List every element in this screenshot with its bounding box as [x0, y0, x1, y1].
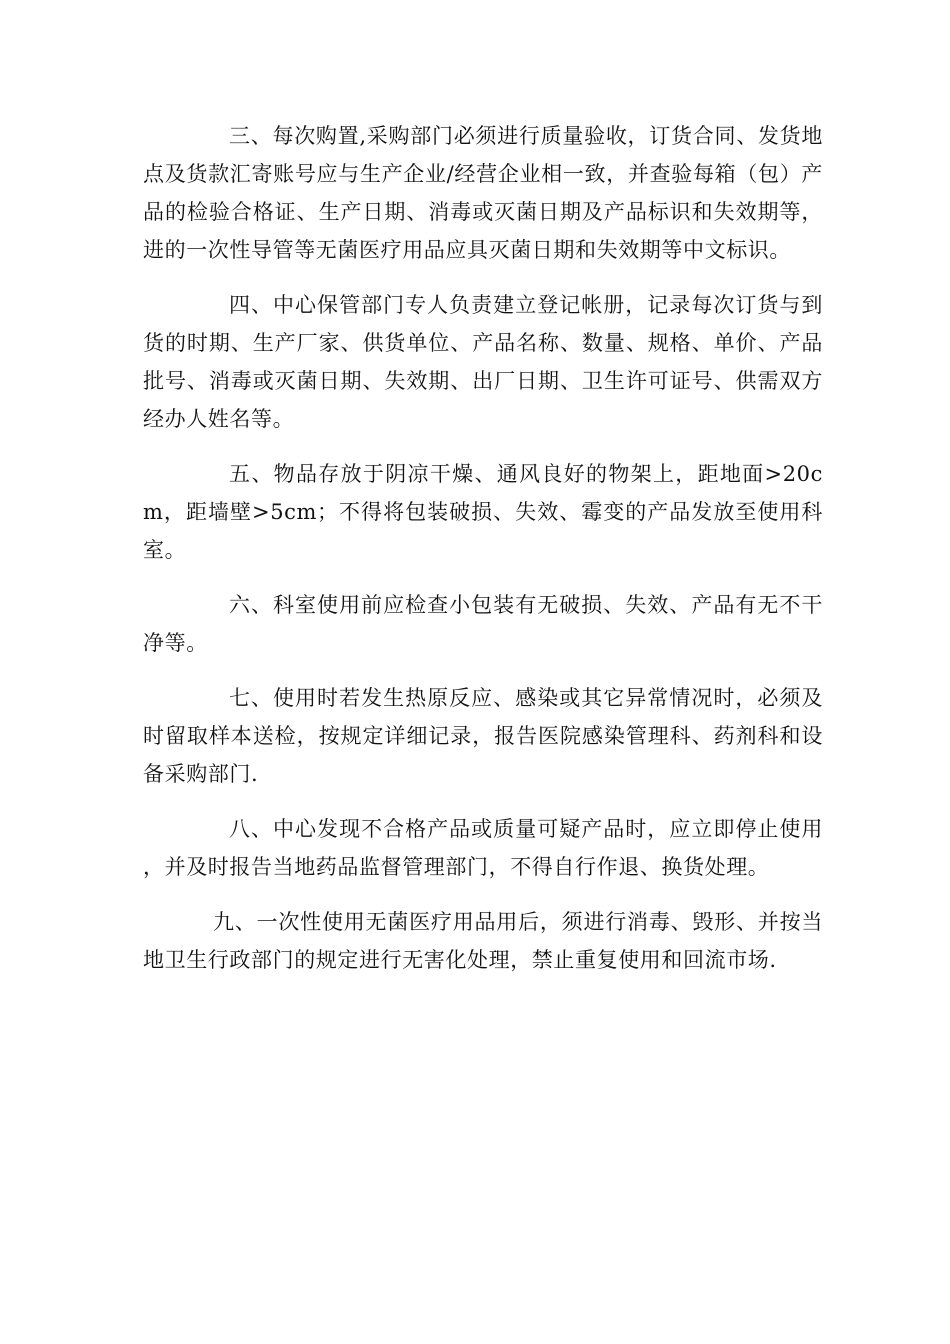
paragraph-8: 八、中心发现不合格产品或质量可疑产品时，应立即停止使用，并及时报告当地药品监督管理部门，不得自行作退、换货处理。	[143, 817, 823, 879]
paragraph-9: 九、一次性使用无菌医疗用品用后，须进行消毒、毁形、并按当地卫生行政部门的规定进行无害化处理，禁止重复使用和回流市场.	[143, 910, 823, 972]
paragraph-5: 五、物品存放于阴凉干燥、通风良好的物架上，距地面>20cm，距墙壁>5cm；不得将包装破损、失效、霉变的产品发放至使用科室。	[143, 462, 823, 562]
paragraph-6: 六、科室使用前应检查小包装有无破损、失效、产品有无不干净等。	[143, 593, 823, 655]
paragraph-4: 四、中心保管部门专人负责建立登记帐册，记录每次订货与到货的时期、生产厂家、供货单位、产品名称、数量、规格、单价、产品批号、消毒或灭菌日期、失效期、出厂日期、卫生许可证号、供需双方经办人姓名等。	[143, 293, 823, 431]
paragraph-3: 三、每次购置,采购部门必须进行质量验收，订货合同、发货地点及货款汇寄账号应与生产企业/经营企业相一致，并查验每箱（包）产品的检验合格证、生产日期、消毒或灭菌日期及产品标识和失效期等，进的一次性导管等无菌医疗用品应具灭菌日期和失效期等中文标识。	[143, 124, 823, 262]
paragraph-7: 七、使用时若发生热原反应、感染或其它异常情况时，必须及时留取样本送检，按规定详细记录，报告医院感染管理科、药剂科和设备采购部门.	[143, 686, 823, 786]
document-body	[143, 117, 823, 996]
